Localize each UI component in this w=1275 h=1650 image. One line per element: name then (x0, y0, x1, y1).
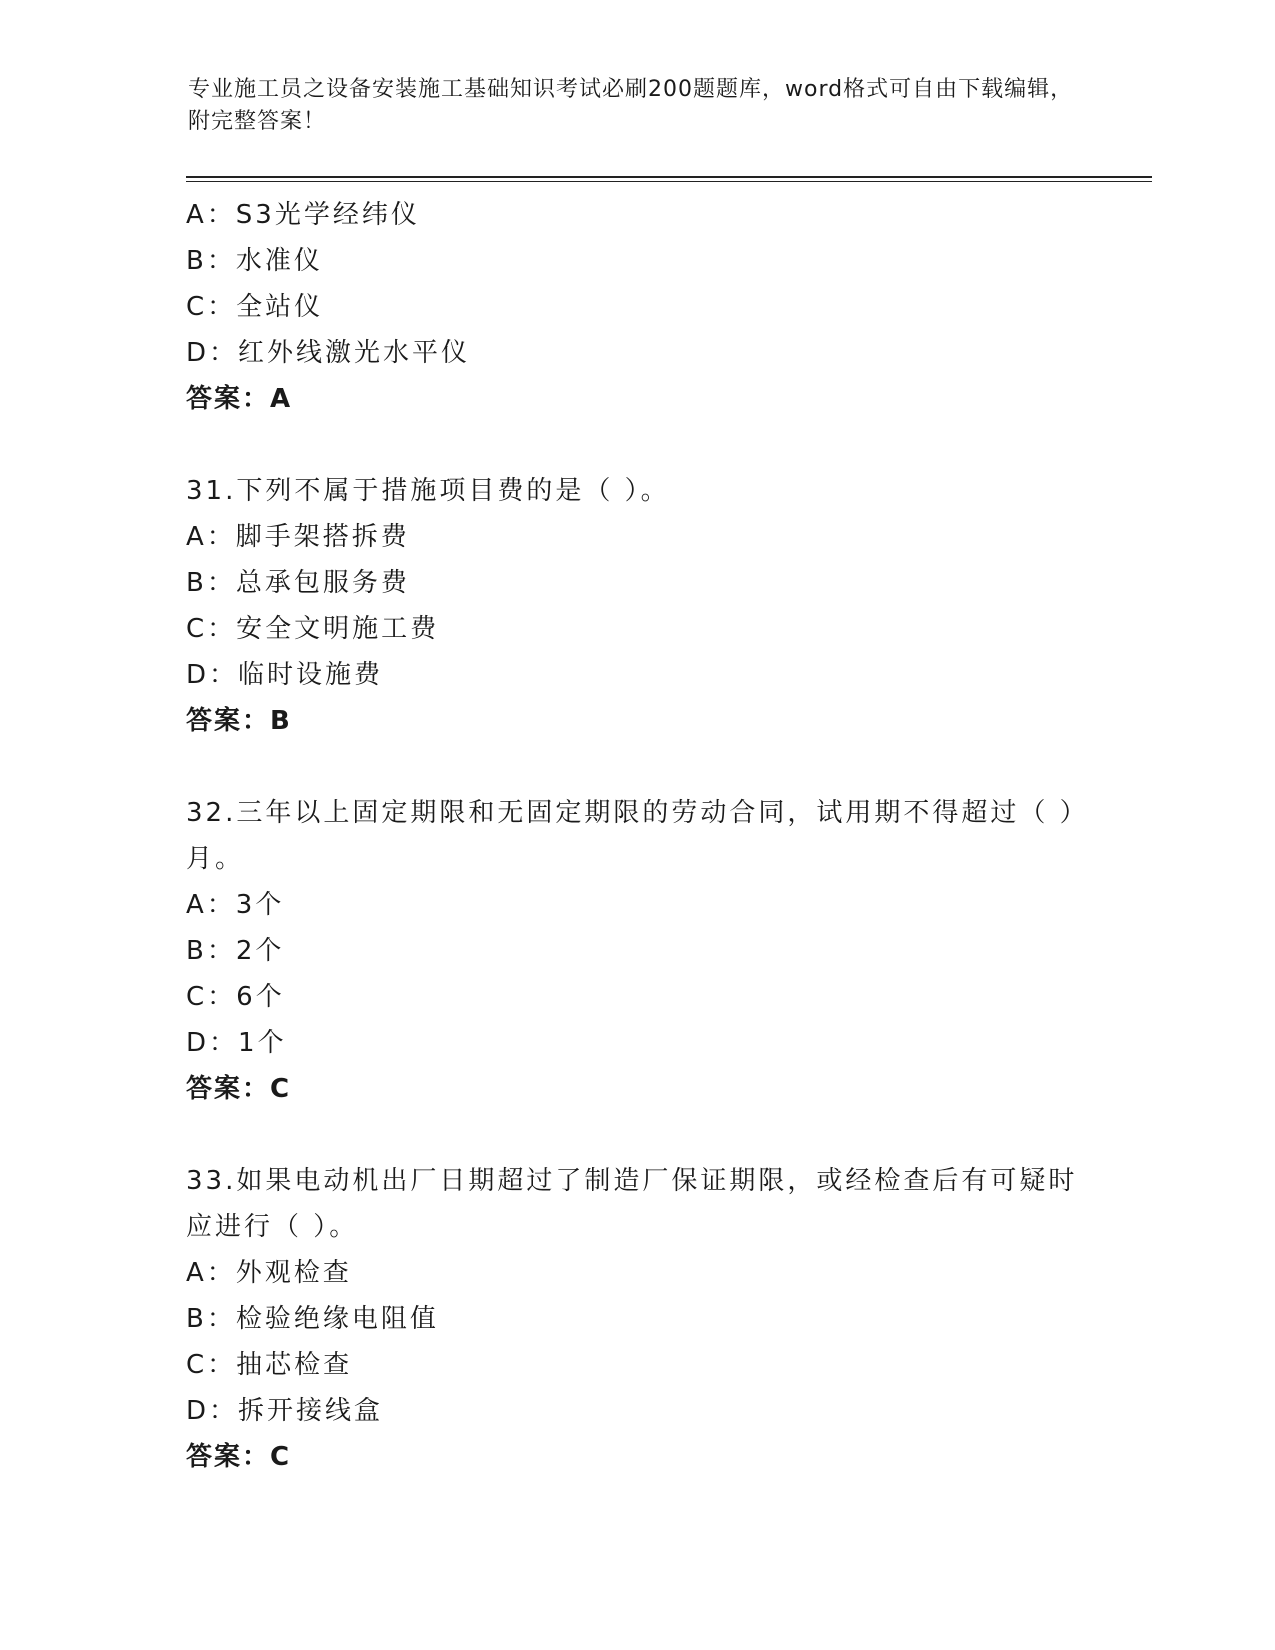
option-b: B：水准仪 (186, 246, 323, 276)
option-a: A：脚手架搭拆费 (186, 522, 410, 552)
option-b: B：总承包服务费 (186, 568, 410, 598)
option-d: D：1个 (186, 1028, 287, 1058)
header-rule-thin (186, 181, 1152, 182)
spacer (186, 1112, 1086, 1158)
document-header (188, 74, 1088, 138)
option-c: C：6个 (186, 982, 285, 1012)
question-31-block (186, 468, 1086, 744)
answer-line: 答案：C (186, 1442, 292, 1472)
option-d: D：拆开接线盒 (186, 1396, 384, 1426)
question-32-block (186, 790, 1086, 1112)
question-text: 32.三年以上固定期限和无固定期限的劳动合同，试用期不得超过（ ）月。 (186, 798, 1076, 874)
question-33-block (186, 1158, 1086, 1480)
option-d: D：临时设施费 (186, 660, 384, 690)
question-text: 33.如果电动机出厂日期超过了制造厂保证期限，或经检查后有可疑时应进行（ ）。 (186, 1166, 1078, 1242)
prev-question-block (186, 192, 1086, 422)
option-a: A：外观检查 (186, 1258, 352, 1288)
option-c: C：安全文明施工费 (186, 614, 440, 644)
header-rule-thick (186, 176, 1152, 178)
option-b: B：检验绝缘电阻值 (186, 1304, 439, 1334)
answer-line: 答案：C (186, 1074, 292, 1104)
question-list (186, 192, 1086, 1480)
option-c: C：全站仪 (186, 292, 324, 322)
option-a: A：S3光学经纬仪 (186, 200, 420, 230)
option-a: A：3个 (186, 890, 285, 920)
answer-line: 答案：A (186, 384, 293, 414)
document-title: 专业施工员之设备安装施工基础知识考试必刷200题题库，word格式可自由下载编辑，附完整答案！ (188, 77, 1074, 134)
spacer (186, 422, 1086, 468)
question-text: 31.下列不属于措施项目费的是（ ）。 (186, 476, 670, 506)
spacer (186, 744, 1086, 790)
answer-line: 答案：B (186, 706, 292, 736)
option-c: C：抽芯检查 (186, 1350, 353, 1380)
option-b: B：2个 (186, 936, 285, 966)
option-d: D：红外线激光水平仪 (186, 338, 471, 368)
